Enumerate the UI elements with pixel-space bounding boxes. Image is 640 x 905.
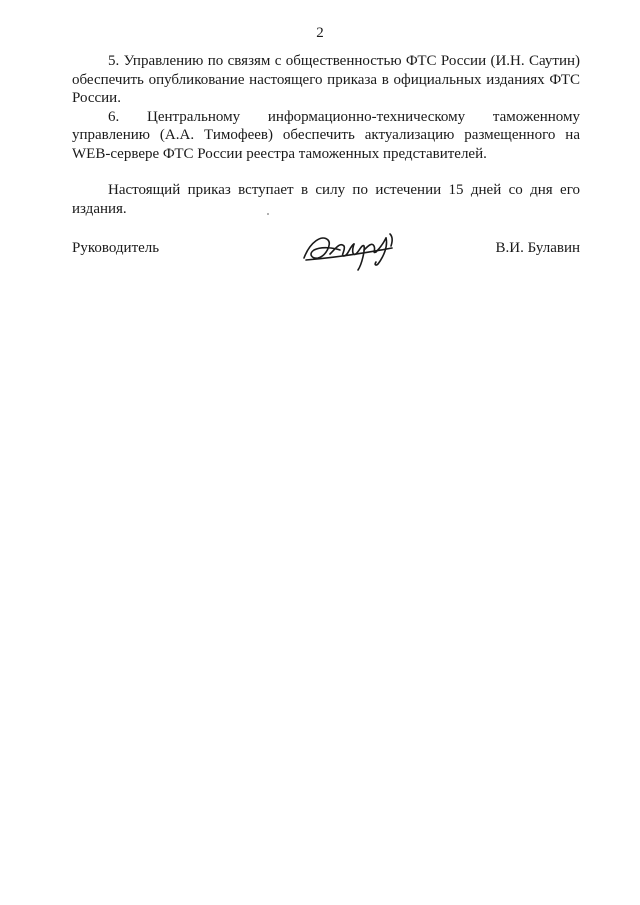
document-body bbox=[72, 52, 580, 218]
paragraph-5: 5. Управлению по связям с общественностью ФТС России (И.Н. Саутин) обеспечить опубликование настоящего приказа в официальных изданиях ФТС России. bbox=[72, 53, 580, 106]
signatory-position: Руководитель bbox=[72, 240, 160, 256]
paragraph-6: 6. Центральному информационно-техническому таможенному управлению (А.А. Тимофеев) обеспечить актуализацию размещенного на WEB-сервере ФТС России реестра таможенных представителей. bbox=[72, 108, 580, 162]
scan-speck bbox=[267, 213, 269, 215]
handwritten-signature bbox=[300, 228, 400, 272]
signature-block bbox=[72, 228, 580, 278]
signatory-name: В.И. Булавин bbox=[495, 240, 580, 256]
paragraph-effective-date: Настоящий приказ вступает в силу по истечении 15 дней со дня его издания. bbox=[72, 182, 580, 217]
page-number: 2 bbox=[316, 25, 324, 41]
